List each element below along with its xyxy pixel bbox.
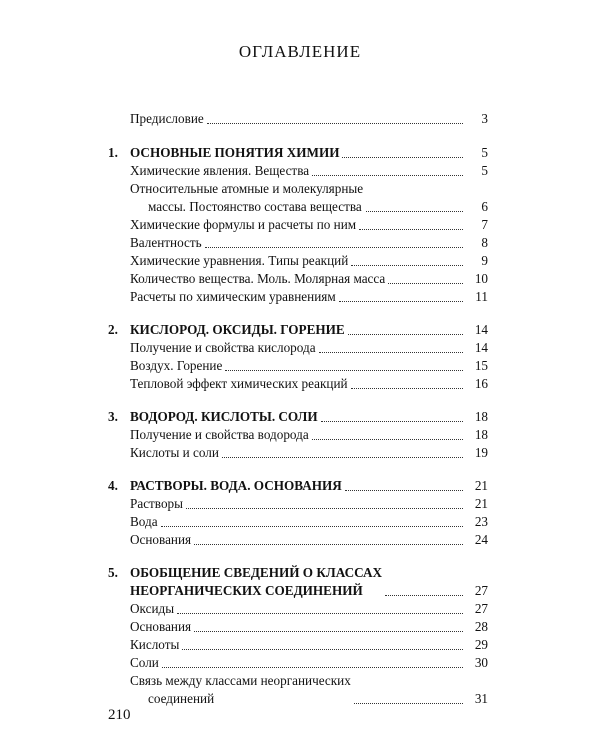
chapter-number: 4.	[108, 478, 118, 493]
dot-leader	[312, 438, 463, 440]
dot-leader	[186, 507, 463, 509]
toc-page-number: 15	[474, 358, 488, 373]
chapter-title: ОСНОВНЫЕ ПОНЯТИЯ ХИМИИ	[130, 145, 340, 160]
toc-entry-text: Тепловой эффект химических реакций	[130, 376, 348, 391]
toc-entry[interactable]	[130, 426, 488, 444]
dot-leader	[321, 420, 463, 422]
toc-entry-text: Соли	[130, 655, 159, 670]
dot-leader	[205, 246, 463, 248]
toc-entry[interactable]	[130, 234, 488, 252]
toc-page-number: 23	[474, 514, 488, 529]
chapter-title-line1: ОБОБЩЕНИЕ СВЕДЕНИЙ О КЛАССАХ	[130, 565, 383, 580]
dot-leader	[342, 156, 463, 158]
toc-page-number: 11	[475, 289, 488, 304]
toc-entry-line2: соединений	[148, 691, 215, 706]
toc-page-number: 8	[481, 235, 488, 250]
dot-leader	[194, 543, 463, 545]
toc-entry[interactable]	[130, 672, 488, 708]
toc-entry-text: Предисловие	[130, 111, 204, 126]
toc-entry-text: Получение и свойства водорода	[130, 427, 309, 442]
toc-entry-preface[interactable]	[130, 110, 488, 128]
toc-page-number: 9	[481, 253, 488, 268]
toc-entry-text: Основания	[130, 619, 192, 634]
dot-leader	[162, 666, 463, 668]
toc-chapter-3[interactable]	[130, 408, 488, 426]
chapter-number: 2.	[108, 322, 118, 337]
toc-page-number: 21	[474, 478, 488, 493]
dot-leader	[319, 351, 463, 353]
dot-leader	[161, 525, 463, 527]
toc-entry[interactable]	[130, 495, 488, 513]
toc-page-number: 16	[474, 376, 488, 391]
toc-entry[interactable]	[130, 444, 488, 462]
toc-page-number: 5	[481, 163, 488, 178]
toc-entry-text: Количество вещества. Моль. Молярная масса	[130, 271, 386, 286]
toc-entry-text: Растворы	[130, 496, 183, 511]
toc-page-number: 14	[474, 322, 488, 337]
chapter-title: РАСТВОРЫ. ВОДА. ОСНОВАНИЯ	[130, 478, 342, 493]
toc-entry-text: Химические явления. Вещества	[130, 163, 310, 178]
toc-page-number: 31	[474, 691, 488, 706]
dot-leader	[177, 612, 463, 614]
toc-chapter-4[interactable]	[130, 477, 488, 495]
toc-entry-text: Воздух. Горение	[130, 358, 223, 373]
toc-page-number: 27	[474, 583, 488, 598]
toc-entry-text: Химические формулы и расчеты по ним	[130, 217, 357, 232]
dot-leader	[207, 122, 463, 124]
page-title: ОГЛАВЛЕНИЕ	[238, 42, 362, 61]
toc-page-number: 14	[474, 340, 488, 355]
toc-entry[interactable]	[130, 654, 488, 672]
chapter-title	[130, 564, 382, 600]
chapter-title: ВОДОРОД. КИСЛОТЫ. СОЛИ	[130, 409, 318, 424]
toc-entry-text: Валентность	[130, 235, 202, 250]
dot-leader	[348, 333, 463, 335]
toc-entry[interactable]	[130, 618, 488, 636]
toc-entry[interactable]	[130, 531, 488, 549]
toc-chapter-1[interactable]	[130, 144, 488, 162]
dot-leader	[388, 282, 463, 284]
dot-leader	[359, 228, 463, 230]
toc-page-number: 5	[481, 145, 488, 160]
toc-entry-text	[130, 672, 351, 708]
toc-page-number: 27	[474, 601, 488, 616]
dot-leader	[225, 369, 463, 371]
toc-page-number: 6	[481, 199, 488, 214]
toc-entry-text	[130, 180, 363, 216]
dot-leader	[182, 648, 463, 650]
dot-leader	[354, 702, 463, 704]
toc-page-number: 7	[481, 217, 488, 232]
toc-chapter-5[interactable]	[130, 564, 488, 600]
toc-entry-text: Кислоты	[130, 637, 180, 652]
toc-page-number: 18	[474, 409, 488, 424]
toc-entry-text: Вода	[130, 514, 158, 529]
toc-entry[interactable]	[130, 252, 488, 270]
dot-leader	[366, 210, 463, 212]
toc-entry-text: Кислоты и соли	[130, 445, 219, 460]
toc-entry-text: Расчеты по химическим уравнениям	[130, 289, 336, 304]
chapter-title: КИСЛОРОД. ОКСИДЫ. ГОРЕНИЕ	[130, 322, 345, 337]
toc-entry-line1: Относительные атомные и молекулярные	[130, 181, 364, 196]
page-number: 210	[108, 707, 131, 723]
toc-entry[interactable]	[130, 636, 488, 654]
dot-leader	[312, 174, 463, 176]
toc-page-number: 28	[474, 619, 488, 634]
toc-entry[interactable]	[130, 600, 488, 618]
toc-entry-line2: массы. Постоянство состава вещества	[148, 199, 362, 214]
toc-chapter-2[interactable]	[130, 321, 488, 339]
toc-page-number: 19	[474, 445, 488, 460]
toc-page-number: 30	[474, 655, 488, 670]
toc-page-number: 29	[474, 637, 488, 652]
dot-leader	[385, 594, 463, 596]
toc-entry[interactable]	[130, 162, 488, 180]
chapter-number: 3.	[108, 409, 118, 424]
toc-entry[interactable]	[130, 288, 488, 306]
chapter-number: 1.	[108, 145, 118, 160]
toc-entry[interactable]	[130, 339, 488, 357]
toc-page-number: 3	[481, 111, 488, 126]
toc-entry-text: Оксиды	[130, 601, 175, 616]
toc-entry-text: Химические уравнения. Типы реакций	[130, 253, 349, 268]
toc-entry[interactable]	[130, 180, 488, 216]
toc-page-number: 21	[474, 496, 488, 511]
toc-entry-text: Получение и свойства кислорода	[130, 340, 316, 355]
toc-entry-text: Основания	[130, 532, 192, 547]
toc-page-number: 10	[474, 271, 488, 286]
toc-page-number: 24	[474, 532, 488, 547]
dot-leader	[345, 489, 463, 491]
chapter-number: 5.	[108, 565, 118, 580]
toc-entry[interactable]	[130, 513, 488, 531]
dot-leader	[222, 456, 463, 458]
dot-leader	[194, 630, 463, 632]
toc-entry[interactable]	[130, 216, 488, 234]
toc-entry-line1: Связь между классами неорганических	[130, 673, 351, 688]
toc-entry[interactable]	[130, 375, 488, 393]
toc-entry[interactable]	[130, 357, 488, 375]
toc-page-number: 18	[474, 427, 488, 442]
chapter-title-line2: НЕОРГАНИЧЕСКИХ СОЕДИНЕНИЙ	[130, 583, 363, 598]
dot-leader	[339, 300, 463, 302]
toc-entry[interactable]	[130, 270, 488, 288]
dot-leader	[351, 387, 463, 389]
dot-leader	[351, 264, 463, 266]
